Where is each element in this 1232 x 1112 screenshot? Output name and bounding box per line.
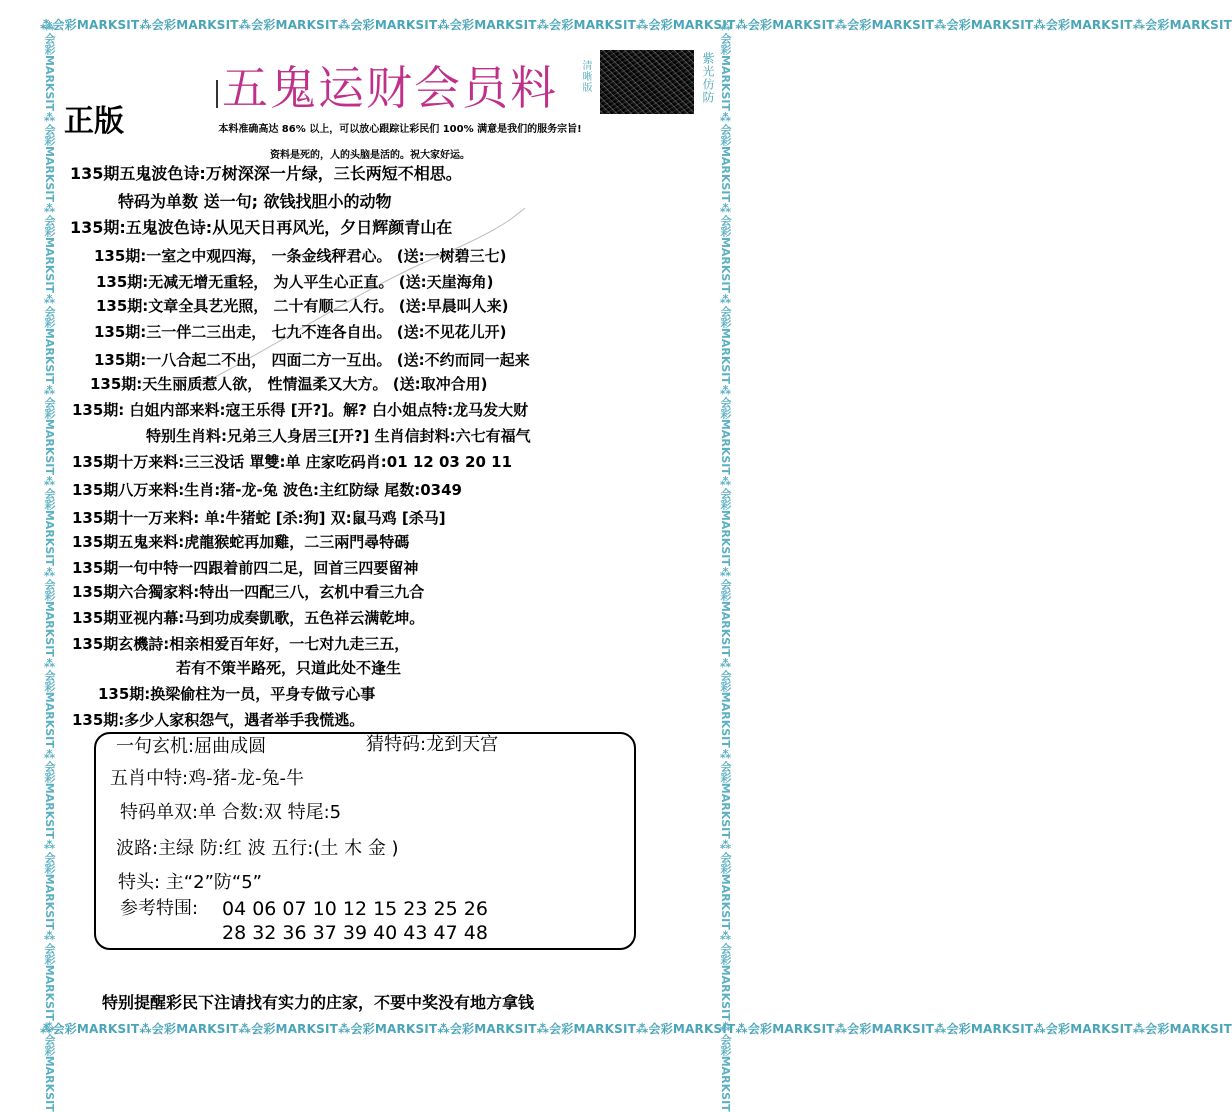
wave-color-pick: 波路:主绿 防:红 波 五行:(土 木 金 )	[116, 838, 399, 859]
watermark-right: ⁂会彩MARKSIT⁂会彩MARKSIT⁂会彩MARKSIT⁂会彩MARKSIT⁂会彩MARKSIT⁂会彩MARKSIT⁂会彩MARKSIT⁂会彩MARKSIT⁂会彩MARKSIT⁂会彩MARKSIT⁂会彩MARKSIT⁂会彩MARKSIT	[719, 20, 732, 1112]
info-line: 135期五鬼波色诗:万树深深一片绿，三长两短不相思。	[70, 164, 462, 183]
info-line: 135期:无减无增无重轻， 为人平生心正直。 (送:天崖海角)	[96, 273, 494, 291]
reference-numbers-row-2: 28 32 36 37 39 40 43 47 48	[222, 922, 488, 944]
info-line: 135期玄機詩:相亲相爱百年好，一七对九走三五，	[72, 635, 410, 653]
special-head-pick: 特头: 主“2”防“5”	[118, 872, 262, 893]
info-line: 135期:天生丽质惹人欲， 性情温柔又大方。 (送:取冲合用)	[90, 375, 488, 393]
anti-counterfeit-code	[600, 50, 694, 114]
anti-fake-stamp: 紫光仿防	[701, 52, 715, 104]
odd-even-pick: 特码单双:单 合数:双 特尾:5	[120, 802, 342, 823]
one-sentence-mystery: 一句玄机:屈曲成圆	[116, 736, 267, 757]
authentic-badge: 正版	[64, 104, 124, 139]
info-line: 135期十万来料:三三没话 單雙:单 庄家吃码肖:01 12 03 20 11	[72, 453, 513, 471]
info-line: 若有不策半路死，只道此处不逢生	[176, 659, 402, 677]
info-line: 135期:换梁偷柱为一员，平身专做亏心事	[98, 685, 376, 703]
info-line: 135期:一八合起二不出， 四面二方一互出。 (送:不约而同一起来	[94, 351, 530, 369]
accuracy-tagline: 本料准确高达 86% 以上，可以放心跟踪让彩民们 100% 满意是我们的服务宗旨!	[218, 124, 582, 135]
info-line: 135期亚视内幕:马到功成奏凱歌，五色祥云满乾坤。	[72, 609, 425, 627]
watermark-left: ⁂会彩MARKSIT⁂会彩MARKSIT⁂会彩MARKSIT⁂会彩MARKSIT⁂会彩MARKSIT⁂会彩MARKSIT⁂会彩MARKSIT⁂会彩MARKSIT⁂会彩MARKSIT⁂会彩MARKSIT⁂会彩MARKSIT⁂会彩MARKSIT	[43, 20, 56, 1112]
watermark-top: ⁂会彩MARKSIT⁂会彩MARKSIT⁂会彩MARKSIT⁂会彩MARKSIT⁂会彩MARKSIT⁂会彩MARKSIT⁂会彩MARKSIT⁂会彩MARKSIT⁂会彩MARKSIT⁂会彩MARKSIT⁂会彩MARKSIT⁂会彩MARKSIT	[40, 18, 1232, 32]
info-line: 135期五鬼来料:虎龍猴蛇再加雞，二三兩門尋特碼	[72, 533, 410, 551]
luck-tagline: 资料是死的，人的头脑是活的。祝大家好运。	[270, 150, 470, 161]
info-line: 135期:一室之中观四海， 一条金线秤君心。 (送:一树碧三七)	[94, 247, 507, 265]
info-line: 135期十一万来料: 单:牛猪蛇 [杀:狗] 双:鼠马鸡 [杀马]	[72, 509, 446, 527]
title-cursor-mark	[216, 80, 218, 108]
reference-range-label: 参考特围:	[120, 898, 199, 919]
reference-numbers-row-1: 04 06 07 10 12 15 23 25 26	[222, 898, 488, 920]
info-line: 特别生肖料:兄弟三人身居三[开?] 生肖信封料:六七有福气	[146, 427, 531, 445]
info-line: 135期:三一伴二三出走， 七九不连各自出。 (送:不见花儿开)	[94, 323, 507, 341]
info-line: 135期一句中特一四跟着前四二足，回首三四要留神	[72, 559, 419, 577]
watermark-bottom: ⁂会彩MARKSIT⁂会彩MARKSIT⁂会彩MARKSIT⁂会彩MARKSIT⁂会彩MARKSIT⁂会彩MARKSIT⁂会彩MARKSIT⁂会彩MARKSIT⁂会彩MARKSIT⁂会彩MARKSIT⁂会彩MARKSIT⁂会彩MARKSIT	[40, 1022, 1232, 1036]
clear-version-stamp: 清晰版	[580, 60, 591, 93]
info-line: 特码为单数 送一句; 欲钱找胆小的动物	[118, 192, 392, 211]
info-line: 135期六合獨家料:特出一四配三八，玄机中看三九合	[72, 583, 425, 601]
info-line: 135期: 白姐内部来料:寇王乐得 [开?]。解? 白小姐点特:龙马发大财	[72, 401, 529, 419]
info-line: 135期:文章全具艺光照， 二十有顺二人行。 (送:早晨叫人来)	[96, 297, 509, 315]
footer-reminder: 特别提醒彩民下注请找有实力的庄家，不要中奖没有地方拿钱	[102, 993, 535, 1012]
info-line: 135期:五鬼波色诗:从见天日再风光，夕日辉颜青山在	[70, 218, 453, 237]
page-title: 五鬼运财会员料	[222, 61, 558, 115]
guess-special-code: 猜特码:龙到天宫	[366, 734, 499, 755]
info-line: 135期八万来料:生肖:猪-龙-兔 波色:主红防绿 尾数:0349	[72, 481, 462, 499]
five-zodiac-pick: 五肖中特:鸡-猪-龙-兔-牛	[110, 768, 305, 789]
info-line: 135期:多少人家积怨气，遇者举手我慌逃。	[72, 711, 365, 729]
